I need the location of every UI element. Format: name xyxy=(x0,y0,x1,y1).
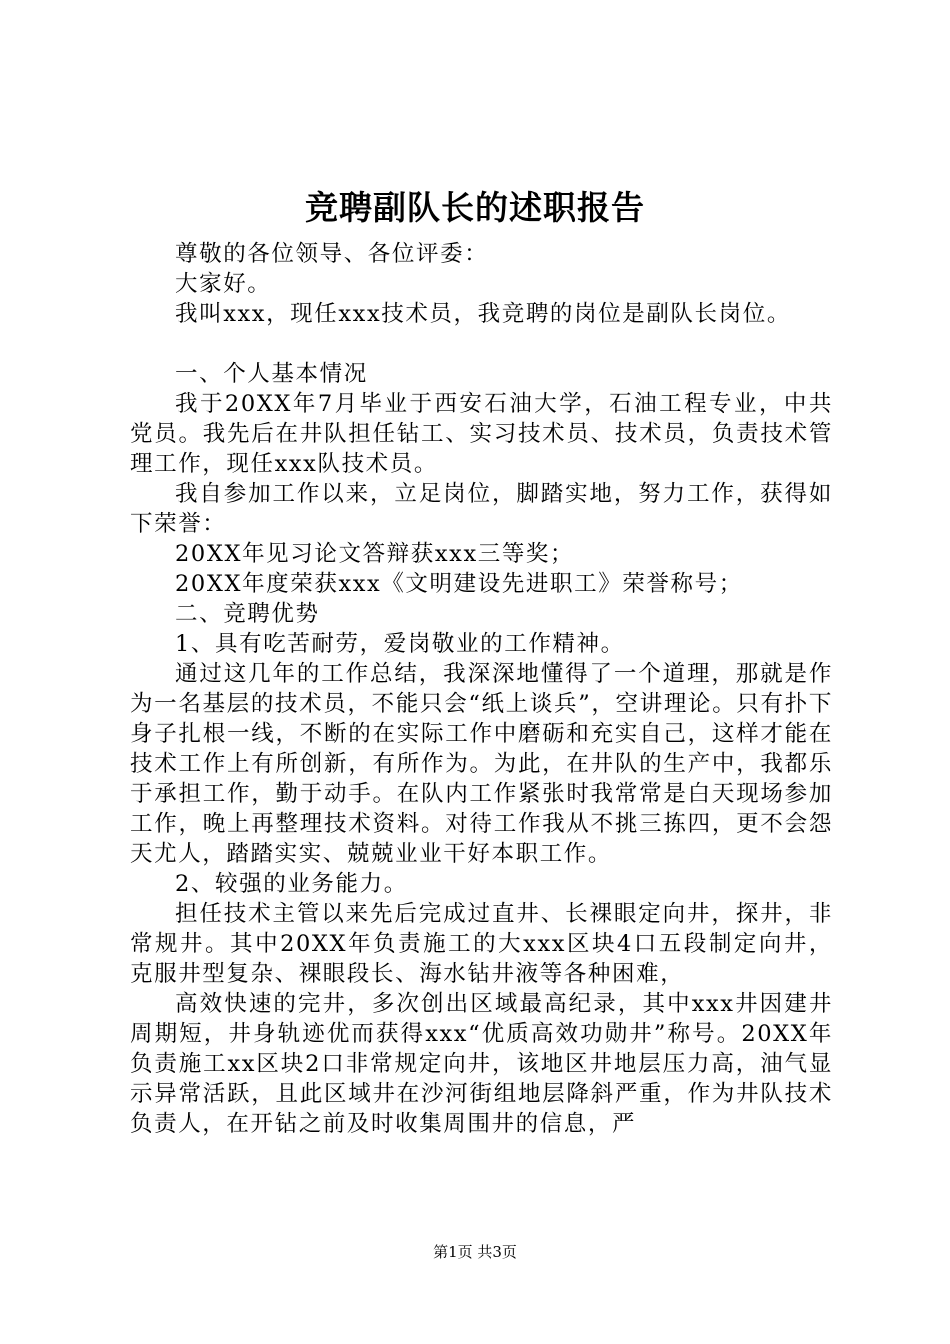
paragraph: 通过这几年的工作总结，我深深地懂得了一个道理，那就是作为一名基层的技术员，不能只会“纸上谈兵”，空讲理论。只有扑下身子扎根一线，不断的在实际工作中磨砺和充实自己，这样才能在技术工作上有所创新，有所作为。为此，在井队的生产中，我都乐于承担工作，勤于动手。在队内工作紧张时我常常是白天现场参加工作，晚上再整理技术资料。对待工作我从不挑三拣四，更不会怨天尤人，踏踏实实、兢兢业业干好本职工作。 xyxy=(130,661,833,867)
section-heading: 二、竞聘优势 xyxy=(175,601,320,627)
paragraph: 我叫xxx，现任xxx技术员，我竞聘的岗位是副队长岗位。 xyxy=(175,301,791,327)
paragraph: 大家好。 xyxy=(175,271,272,297)
document-body xyxy=(130,239,833,1139)
paragraph: 尊敬的各位领导、各位评委： xyxy=(175,241,489,267)
subsection-heading: 2、较强的业务能力。 xyxy=(175,871,408,897)
document-title: 竞聘副队长的述职报告 xyxy=(305,188,645,227)
page-number: 第1页 共3页 xyxy=(433,1243,517,1261)
blank-line xyxy=(130,329,833,359)
paragraph: 高效快速的完井，多次创出区域最高纪录，其中xxx井因建井周期短，井身轨迹优而获得xxx“优质高效功勋井”称号。20XX年负责施工xx区块2口非常规定向井，该地区井地层压力高，油气显示异常活跃，且此区域井在沙河街组地层降斜严重，作为井队技术负责人，在开钻之前及时收集周围井的信息，严 xyxy=(130,991,833,1137)
paragraph: 我于20XX年7月毕业于西安石油大学，石油工程专业，中共党员。我先后在井队担任钻工、实习技术员、技术员，负责技术管理工作，现任xxx队技术员。 xyxy=(130,391,833,477)
section-heading: 一、个人基本情况 xyxy=(175,361,368,387)
paragraph: 我自参加工作以来，立足岗位，脚踏实地，努力工作，获得如下荣誉： xyxy=(130,481,833,537)
paragraph: 20XX年度荣获xxx《文明建设先进职工》荣誉称号； xyxy=(175,571,743,597)
paragraph: 20XX年见习论文答辩获xxx三等奖； xyxy=(175,541,575,567)
paragraph: 担任技术主管以来先后完成过直井、长裸眼定向井，探井，非常规井。其中20XX年负责施工的大xxx区块4口五段制定向井，克服井型复杂、裸眼段长、海水钻井液等各种困难， xyxy=(130,901,833,987)
subsection-heading: 1、具有吃苦耐劳，爱岗敬业的工作精神。 xyxy=(175,631,625,657)
